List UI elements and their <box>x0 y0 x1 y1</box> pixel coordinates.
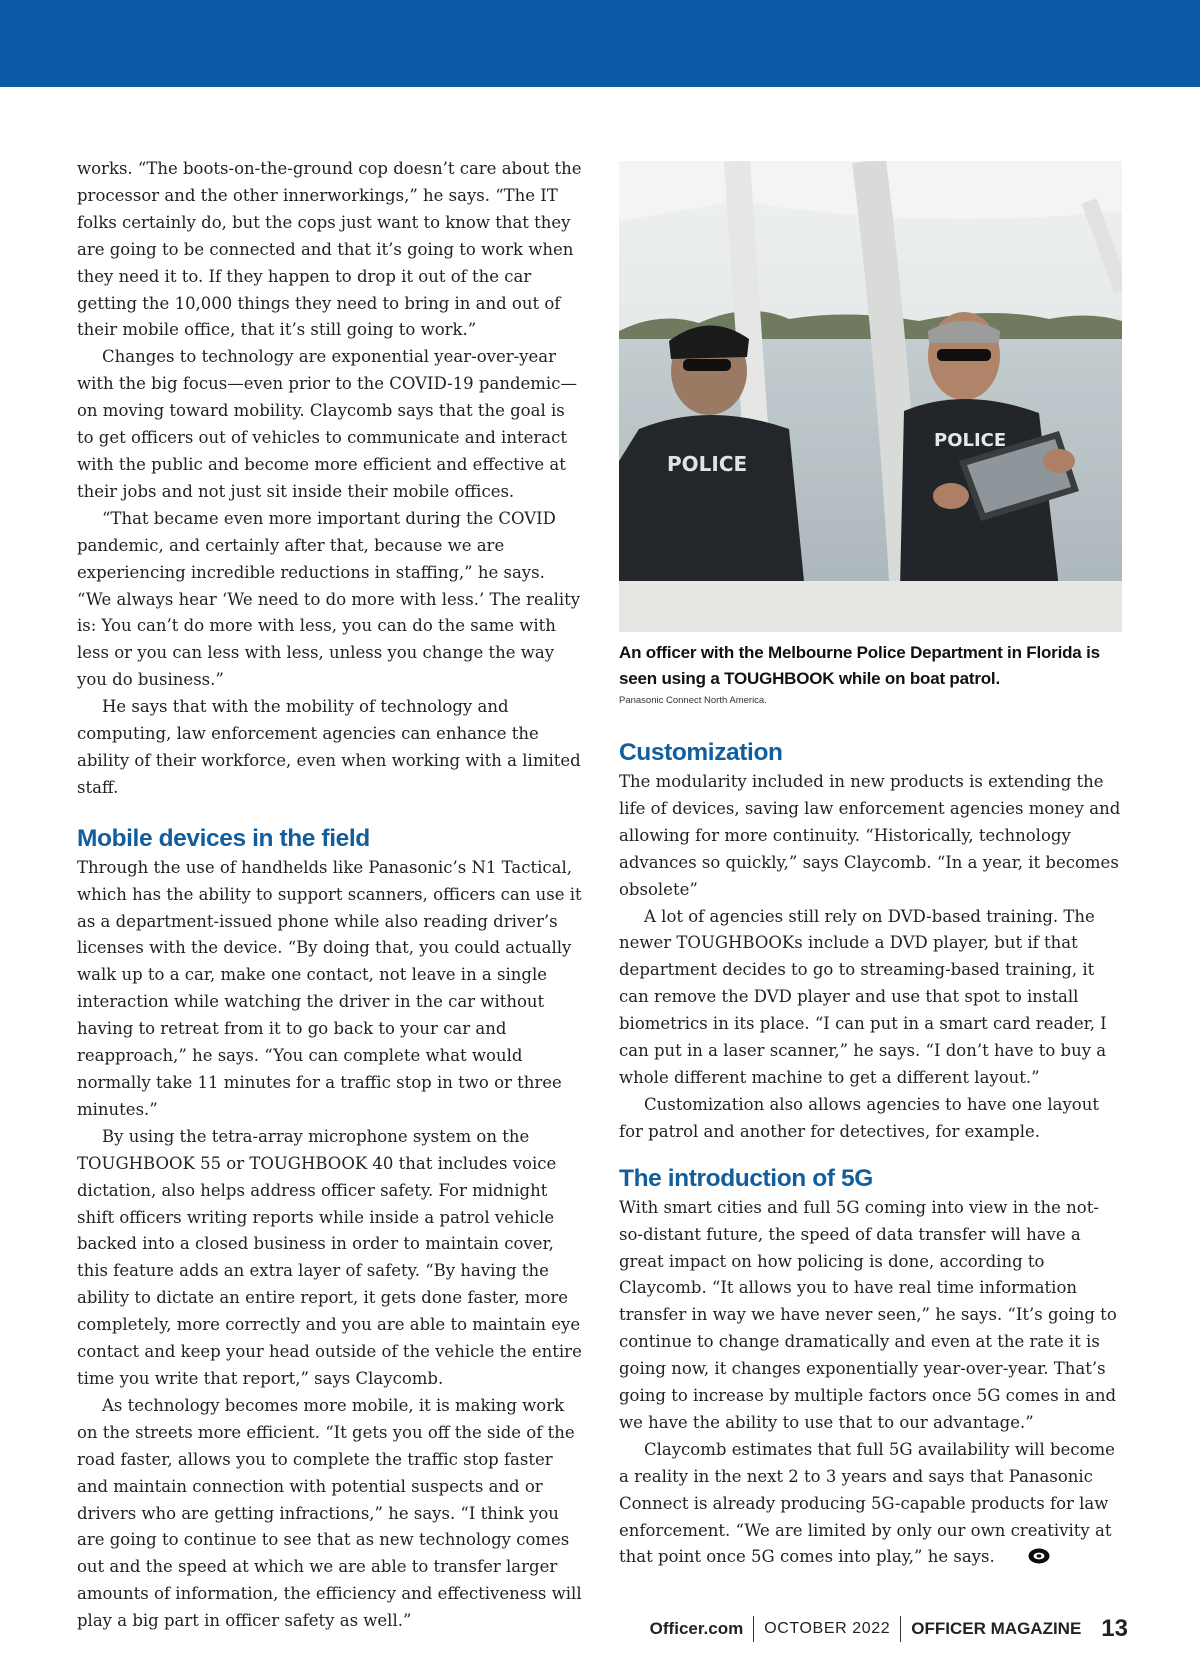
officer-magazine-end-mark-icon <box>1003 1546 1050 1573</box>
body-paragraph: As technology becomes more mobile, it is making work on the streets more efficient. “It gets you off the side of the road faster, allows you to complete the traffic stop faster and maintain connection with potential suspects and or drivers who are getting infractions,” he says. “I think you are going to continue to see that as new technology comes out and the speed at which we are able to transfer larger amounts of information, the efficiency and effectiveness will play a big part in officer safety as well.” <box>77 1395 582 1631</box>
section-heading-5g: The introduction of 5G <box>619 1164 873 1192</box>
right-column <box>619 738 1122 1573</box>
body-paragraph: Through the use of handhelds like Panasonic’s N1 Tactical, which has the ability to support scanners, officers can use it as a department-issued phone while also reading driver’s licenses with the device. “By doing that, you could actually walk up to a car, make one contact, not leave in a single interaction while watching the driver in the car without having to retreat from it to go back to your car and reapproach,” he says. “You can complete what would normally take 11 minutes for a traffic stop in two or three minutes.” <box>77 857 582 1119</box>
footer-magazine: OFFICER MAGAZINE <box>911 1619 1082 1638</box>
page-number: 13 <box>1101 1615 1128 1642</box>
body-paragraph: “That became even more important during the COVID pandemic, and certainly after that, because we are experiencing incredible reductions in staffing,” he says. “We always hear ‘We need to do more with less.’ The reality is: You can’t do more with less, you can do the same with less or you can less with less, unless you change the way you do business.” <box>77 508 581 690</box>
body-paragraph: By using the tetra-array microphone system on the TOUGHBOOK 55 or TOUGHBOOK 40 that includes voice dictation, also helps address officer safety. For midnight shift officers writing reports while inside a patrol vehicle backed into a closed business in order to maintain cover, this feature adds an extra layer of safety. “By having the ability to dictate an entire report, it gets done faster, more completely, more correctly and you are able to maintain eye contact and keep your head outside of the vehicle the entire time you write that report,” says Claycomb. <box>77 1126 582 1388</box>
body-paragraph: A lot of agencies still rely on DVD-based training. The newer TOUGHBOOKs include a DVD player, but if that department decides to go to streaming-based training, it can remove the DVD player and use that spot to install biometrics in its place. “I can put in a smart card reader, I can put in a laser scanner,” he says. “I don’t have to buy a whole different machine to get a different layout.” <box>619 906 1107 1087</box>
body-paragraph: He says that with the mobility of technology and computing, law enforcement agencies can enhance the ability of their workforce, even when working with a limited staff. <box>77 697 581 797</box>
boat-patrol-photo <box>619 161 1122 632</box>
page-footer <box>650 1612 1128 1646</box>
last-paragraph-text: Claycomb estimates that full 5G availability will become a reality in the next 2 to 3 years and says that Panasonic Connect is already producing 5G-capable products for law enforcement. “We are limited by only our own creativity at that point once 5G comes into play,” he says. <box>619 1439 1115 1567</box>
footer-date: OCTOBER 2022 <box>764 1620 891 1637</box>
footer-site: Officer.com <box>649 1619 744 1638</box>
body-paragraph: Changes to technology are exponential year-over-year with the big focus—even prior to the COVID-19 pandemic—on moving toward mobility. Claycomb says that the goal is to get officers out of vehicles to communicate and interact with the public and become more efficient and effective at their jobs and not just sit inside their mobile offices. <box>77 347 577 501</box>
left-column <box>77 156 582 1635</box>
footer-divider <box>753 1616 754 1642</box>
section-heading-customization: Customization <box>619 739 783 766</box>
officer-right-shirt-text: POLICE <box>934 430 1007 451</box>
officer-left-shirt-text: POLICE <box>667 452 748 476</box>
footer-divider <box>900 1616 901 1642</box>
body-paragraph: With smart cities and full 5G coming into view in the not-so-distant future, the speed of data transfer will have a great impact on how policing is done, according to Claycomb. “It allows you to have real time information transfer in way we have never seen,” he says. “It’s going to continue to change dramatically and even at the rate it is going now, it changes exponentially year-over-year. That’s going to increase by multiple factors once 5G comes in and we have the ability to use that to our advantage.” <box>619 1197 1117 1432</box>
body-paragraph: Customization also allows agencies to have one layout for patrol and another for detectives, for example. <box>619 1094 1099 1141</box>
header-color-band <box>0 0 1200 87</box>
body-paragraph: works. “The boots-on-the-ground cop doesn’t care about the processor and the other innerworkings,” he says. “The IT folks certainly do, but the cops just want to know that they are going to be connected and that it’s going to work when they need it to. If they happen to drop it out of the car getting the 10,000 things they need to bring in and out of their mobile office, that it’s still going to work.” <box>77 159 582 340</box>
photo-illustration <box>619 161 1122 632</box>
photo-credit: Panasonic Connect North America. <box>619 695 767 706</box>
body-paragraph: The modularity included in new products is extending the life of devices, saving law enforcement agencies money and allowing for more continuity. “Historically, technology advances so quickly,” says Claycomb. “In a year, it becomes obsolete” <box>619 772 1121 899</box>
section-heading-mobile-devices: Mobile devices in the field <box>77 824 370 852</box>
photo-caption: An officer with the Melbourne Police Department in Florida is seen using a TOUGHBOOK while on boat patrol. <box>619 643 1100 688</box>
body-paragraph-last <box>619 1437 1122 1574</box>
